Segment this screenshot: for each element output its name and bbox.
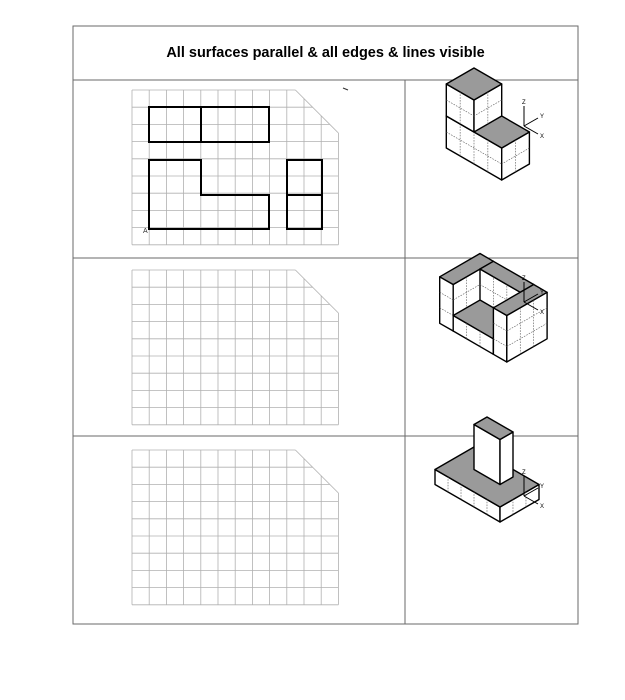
left-face	[440, 277, 454, 331]
grid-chamfer	[295, 270, 338, 313]
grid-paper-3	[132, 450, 338, 605]
grid-chamfer	[295, 90, 338, 133]
right-face	[500, 432, 513, 485]
axis-label-x: X	[540, 310, 545, 316]
worksheet-title: All surfaces parallel & all edges & lines visible	[166, 45, 485, 61]
grid-paper-2	[132, 270, 338, 425]
axis-label-x: X	[540, 504, 545, 510]
grid-corner-label: A	[143, 228, 148, 235]
axis-line	[524, 118, 538, 126]
stray-mark	[343, 88, 348, 90]
grid-paper-1	[132, 90, 338, 245]
axis-label-y: Y	[540, 114, 545, 120]
axis-label-y: Y	[540, 484, 545, 490]
grid-chamfer	[295, 450, 338, 493]
front-view	[149, 160, 269, 229]
left-face	[493, 308, 506, 362]
axis-label-z: Z	[522, 470, 526, 476]
isometric-object-1	[446, 68, 529, 180]
axis-label-z: Z	[522, 276, 526, 282]
axis-label-y: Y	[540, 290, 545, 296]
axis-label-z: Z	[522, 100, 526, 106]
axis-label-x: X	[540, 134, 545, 140]
isometric-object-2	[440, 254, 547, 363]
